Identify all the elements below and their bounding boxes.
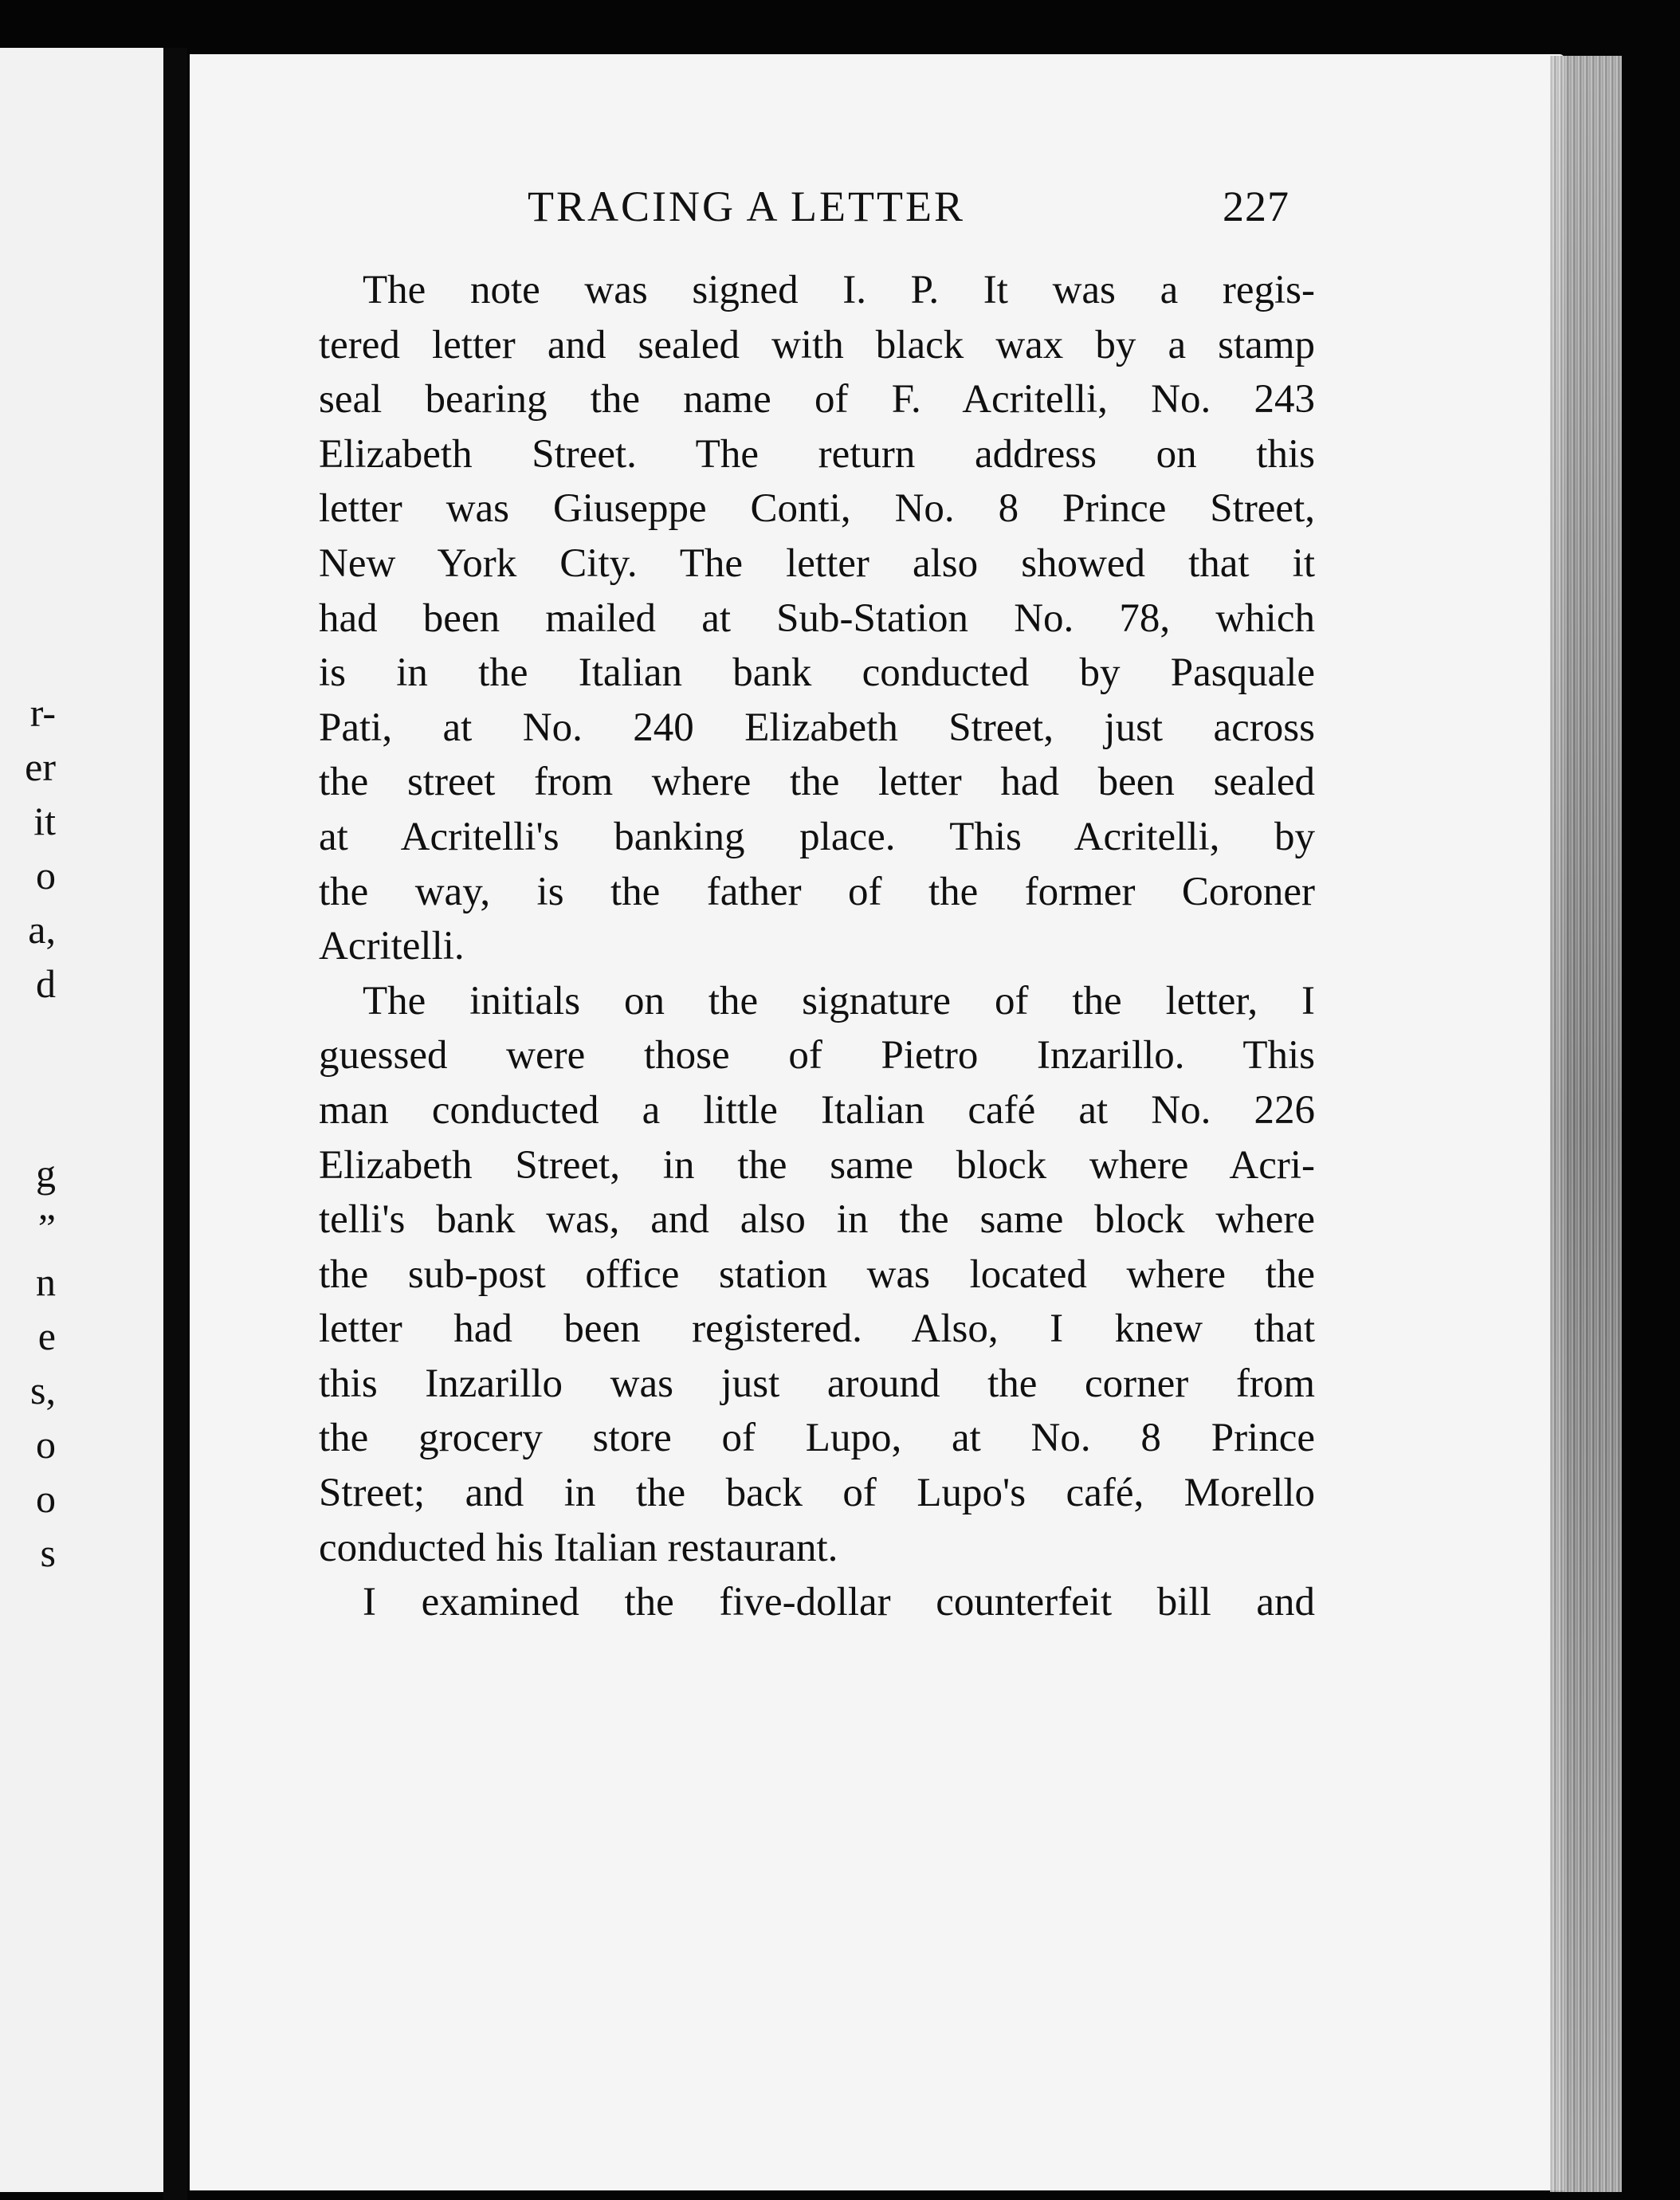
fragment-line: d (36, 961, 56, 1006)
book-gutter (163, 48, 187, 2200)
fragment-line: o (36, 1476, 56, 1521)
fragment-line: a, (28, 907, 56, 952)
text-line: letter had been registered. Also, I knew that (319, 1306, 1315, 1352)
body-text (319, 263, 1315, 1630)
text-line: The initials on the signature of the letter, I (363, 978, 1315, 1023)
text-line: the street from where the letter had been sealed (319, 760, 1315, 805)
fragment-line: ” (37, 1205, 56, 1250)
text-line: seal bearing the name of F. Acritelli, No. 243 (319, 377, 1315, 422)
fragment-line: s, (30, 1368, 56, 1412)
fragment-line: g (36, 1151, 56, 1196)
previous-page-fragments (0, 686, 56, 1580)
previous-page-edge (0, 48, 168, 2192)
text-line: had been mailed at Sub-Station No. 78, which (319, 595, 1315, 641)
fragment-line: o (36, 853, 56, 898)
text-line: the grocery store of Lupo, at No. 8 Prince (319, 1416, 1315, 1461)
fragment-line: s (40, 1530, 56, 1575)
text-line: the sub-post office station was located where the (319, 1251, 1315, 1297)
fragment-gap (0, 1011, 56, 1146)
page-stack-edges (1550, 56, 1622, 2192)
page-number: 227 (1223, 183, 1289, 230)
text-line: letter was Giuseppe Conti, No. 8 Prince Street, (319, 486, 1315, 532)
text-line: Elizabeth Street. The return address on this (319, 431, 1315, 477)
fragment-line: it (33, 799, 56, 843)
text-line: telli's bank was, and also in the same block where (319, 1197, 1315, 1243)
text-line: Pati, at No. 240 Elizabeth Street, just across (319, 705, 1315, 750)
text-line: the way, is the father of the former Coroner (319, 869, 1315, 914)
fragment-line: n (36, 1259, 56, 1304)
text-line: this Inzarillo was just around the corner from (319, 1361, 1315, 1406)
page-header (528, 182, 1325, 231)
text-line: I examined the five-dollar counterfeit bill and (363, 1580, 1315, 1625)
text-line: at Acritelli's banking place. This Acritelli, by (319, 814, 1315, 859)
text-line: man conducted a little Italian café at No. 226 (319, 1087, 1315, 1133)
fragment-line: e (37, 1314, 56, 1358)
text-line: Elizabeth Street, in the same block where Acri- (319, 1142, 1315, 1188)
text-line: Street; and in the back of Lupo's café, Morello (319, 1471, 1315, 1516)
text-line: tered letter and sealed with black wax by a stamp (319, 322, 1315, 367)
fragment-line: r- (29, 690, 56, 735)
fragment-line: o (36, 1422, 56, 1467)
text-line: New York City. The letter also showed that it (319, 540, 1315, 586)
text-line: Acritelli. (319, 924, 465, 969)
text-line: conducted his Italian restaurant. (319, 1525, 838, 1570)
text-line: The note was signed I. P. It was a regis- (363, 268, 1315, 312)
text-line: guessed were those of Pietro Inzarillo. This (319, 1033, 1315, 1078)
running-head: TRACING A LETTER (528, 183, 965, 230)
fragment-line: er (25, 744, 56, 789)
text-line: is in the Italian bank conducted by Pasquale (319, 650, 1315, 696)
